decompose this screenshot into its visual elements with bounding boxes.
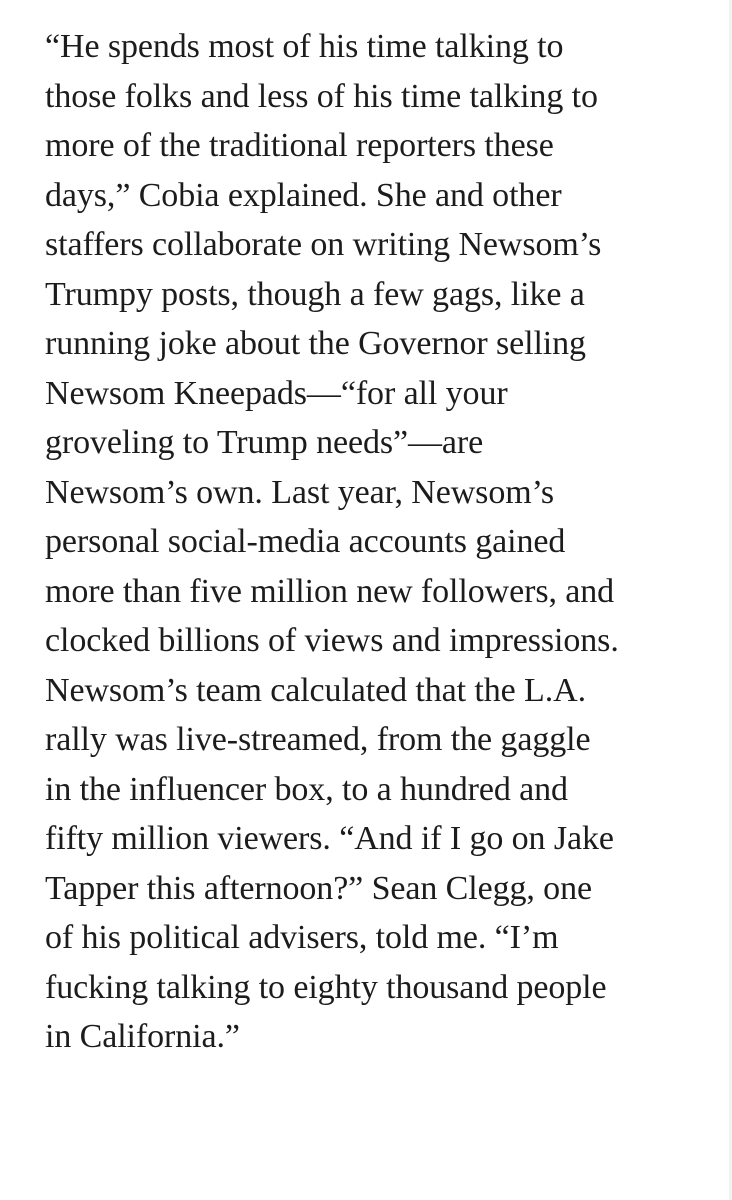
article-paragraph xyxy=(45,22,725,1062)
paragraph-line: groveling to Trump needs”—are xyxy=(45,424,484,461)
paragraph-line: fifty million viewers. “And if I go on Jake xyxy=(45,820,614,857)
paragraph-line: of his political advisers, told me. “I’m xyxy=(45,919,559,956)
paragraph-line: fucking talking to eighty thousand people xyxy=(45,968,607,1006)
paragraph-line: in the influencer box, to a hundred and xyxy=(45,770,568,808)
paragraph-line: in California.” xyxy=(45,1018,240,1055)
paragraph-line: Newsom Kneepads—“for all your xyxy=(45,374,508,412)
paragraph-line: rally was live-streamed, from the gaggle xyxy=(45,721,591,758)
paragraph-line: personal social-media accounts gained xyxy=(45,523,566,560)
paragraph-line: Newsom’s own. Last year, Newsom’s xyxy=(45,473,555,511)
paragraph-line: “He spends most of his time talking to xyxy=(45,28,564,65)
paragraph-line: more than five million new followers, and xyxy=(45,572,615,610)
paragraph-line: running joke about the Governor selling xyxy=(45,325,586,362)
paragraph-line: Newsom’s team calculated that the L.A. xyxy=(45,671,586,709)
paragraph-line: more of the traditional reporters these xyxy=(45,127,554,164)
paragraph-line: Tapper this afternoon?” Sean Clegg, one xyxy=(45,869,592,907)
paragraph-line: Trumpy posts, though a few gags, like a xyxy=(45,275,585,313)
paragraph-line: staffers collaborate on writing Newsom’s xyxy=(45,226,602,263)
paragraph-line: clocked billions of views and impressions. xyxy=(45,622,619,659)
paragraph-line: days,” Cobia explained. She and other xyxy=(45,176,562,214)
paragraph-line: those folks and less of his time talking to xyxy=(45,77,598,115)
